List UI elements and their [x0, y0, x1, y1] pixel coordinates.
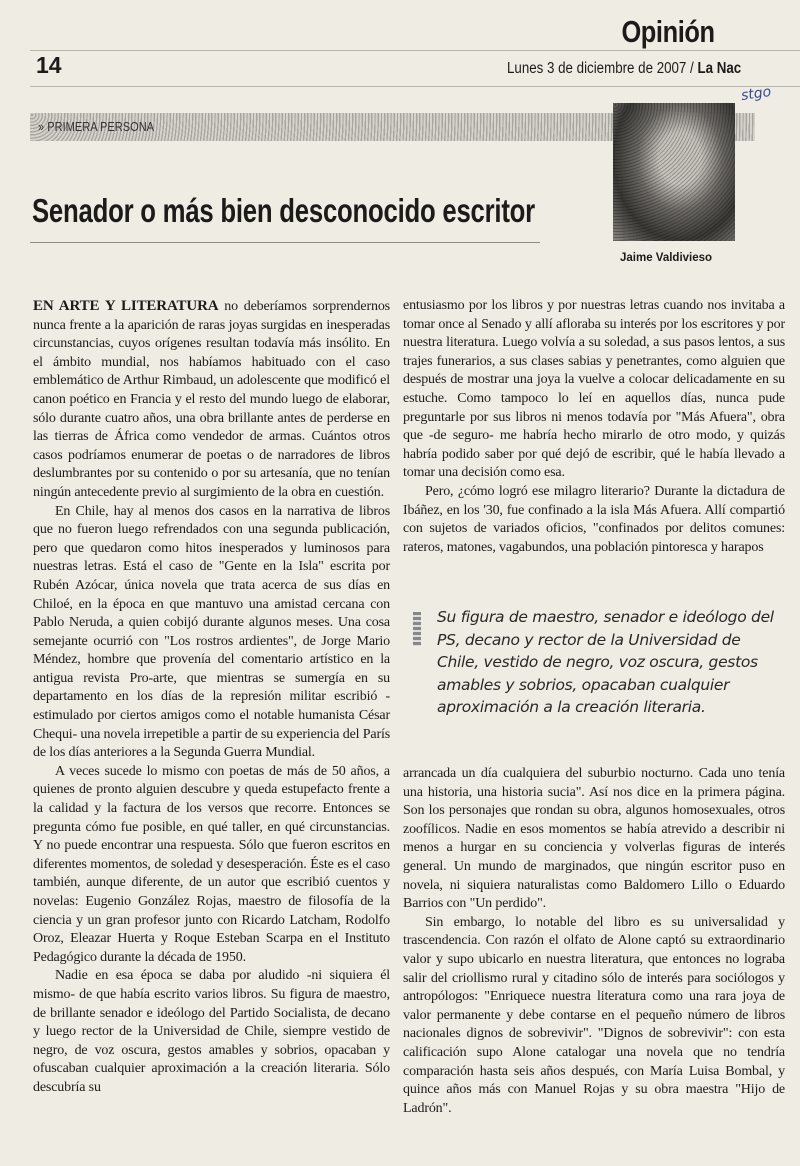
author-photo	[613, 103, 735, 241]
date: Lunes 3 de diciembre de 2007 /	[507, 60, 694, 77]
headline-rule	[30, 242, 540, 243]
pull-quote: Su figura de maestro, senador e ideólogo del PS, decano y rector de la Universidad de Chile, vestido de negro, voz oscura, gestos amables y sobrios, opacaban cualquier aproximación a la creación literaria.	[437, 608, 774, 716]
paragraph: Pero, ¿cómo logró ese milagro literario? Durante la dictadura de Ibáñez, en los '30, fue confinado a la isla Más Afuera. Allí compartió con sujetos de variados oficios, "confinados por delitos comunes: rateros, matones, vagabundos, una población pintoresca y harapos	[403, 483, 785, 555]
paragraph: Nadie en esa época se daba por aludido -ni siquiera él mismo- de que había escrito varios libros. Su figura de maestro, de brillante senador e ideólogo del Partido Socialista, de decano y luego rector de la Universidad de Chile, siempre vestido de negro, de voz oscura, gestos amables y sobrios, opacaban y ofuscaban cualquier aproximación a la creación literaria. Sólo descubría su	[33, 968, 390, 1095]
paragraph: arrancada un día cualquiera del suburbio nocturno. Cada uno tenía una historia, una historia sucia". Así nos dice en la primera página. Son los personajes que rondan su obra, algunos homosexuales, otros zoofílicos. Nadie en esos momentos se había atrevido a describir ni menos a hurgar en su conciencia y volverlas figuras de interés general. Un mundo de marginados, que ningún escritor puso en novela, ni siquiera naturalistas como Baldomero Lillo o Eduardo Barrios con "Un perdido".	[403, 766, 785, 912]
header-bottom-rule	[30, 86, 800, 87]
paragraph	[33, 297, 390, 503]
section-title: Opinión	[621, 14, 715, 49]
kicker: » PRIMERA PERSONA	[38, 119, 155, 134]
header-top-rule	[30, 50, 800, 51]
lead-in: EN ARTE Y LITERATURA	[33, 298, 219, 314]
paragraph: Sin embargo, lo notable del libro es su universalidad y trascendencia. Con razón el olfato de Alone captó su extraordinario valor y supo ubicarlo en nuestra literatura, que entonces no lograba salir del criollismo rural y citadino sólo de interés para sociólogos y antropólogos: "Enriquece nuestra literatura como una rara joya de valor permanente y debe contarse en el pequeño número de libros nacionales dignos de sobrevivir". "Dignos de sobrevivir": con esta calificación supo Alone catalogar una novela que no tendría comparación hasta seis años después, con María Luisa Bombal, y quince años más con Manuel Rojas y su obra maestra "Hijo de Ladrón".	[403, 914, 785, 1116]
paragraph-text: no deberíamos sorprendernos nunca frente a la aparición de raras joyas surgidas en inesperadas circunstancias, cuyos orígenes resultan todavía más insólito. En el ámbito mundial, nos habíamos habituado con el caso emblemático de Arthur Rimbaud, un adolescente que modificó el canon poético en Francia y el resto del mundo luego de elaborar, sólo durante cuatro años, una obra brillante antes de perderse en las tierras de África como vendedor de armas. Cuántos otros casos podríamos enumerar de poetas o de narradores de libros deslumbrantes por su contenido o por su artesanía, que no tenían ningún antecedente previo al surgimiento de la obra en cuestión.	[33, 299, 390, 500]
handwritten-note: stgo	[740, 83, 773, 105]
publication-name: La Nac	[697, 60, 742, 77]
page-number: 14	[36, 52, 62, 78]
dateline	[507, 60, 741, 78]
paragraph: En Chile, hay al menos dos casos en la narrativa de libros que no fueron luego refrendados con una segunda publicación, pero que quedaron como hitos inesperados y luminosos para nuestras letras. Está el caso de "Gente en la Isla" escrita por Rubén Azócar, única novela que trata acerca de sus días en Chiloé, en la época en que mantuvo una amistad cercana con Pablo Neruda, a quien cobijó durante algunos meses. Una cosa semejante ocurrió con "Los rostros ardientes", de Jorge Mario Méndez, hombre que provenía del comentario artístico en la antigua revista Pro-arte, que mientras se sumergía en su departamento en los días de la represión militar escribió -estimulado por ciertos amigos como el notable humanista César Chequi- una novela irrepetible a partir de su experiencia del París de los días anteriores a la Segunda Guerra Mundial.	[33, 503, 390, 761]
article-column-right-top	[403, 297, 785, 557]
paragraph: A veces sucede lo mismo con poetas de más de 50 años, a quienes de pronto alguien descubre y queda estupefacto frente a la calidad y la factura de los versos que recorre. Entonces se pregunta cómo fue posible, en qué taller, en qué circunstancias. Y no puede encontrar una respuesta. Sólo que fueron escritos en diferentes momentos, de soledad y desesperación. Éste es el caso también, aunque diferente, de un autor que escribió cuentos y novelas: Eugenio González Rojas, maestro de filosofía de la ciencia y un gran profesor junto con Ricardo Latcham, Rodolfo Oroz, Eleazar Huerta y Roque Esteban Scarpa en el Instituto Pedagógico durante la década de 1950.	[33, 763, 390, 965]
article-column-right-bottom	[403, 765, 785, 1118]
author-name: Jaime Valdivieso	[620, 252, 713, 264]
article-column-left	[33, 297, 390, 1098]
pull-quote-marker	[413, 612, 421, 646]
paragraph: entusiasmo por los libros y por nuestras letras cuando nos invitaba a tomar once al Senado y allí afloraba su interés por los escritores y por nuestra literatura. Luego volvía a su soledad, a sus pasos lentos, a sus trajes funerarios, a sus clases sabias y penetrantes, como alguien que después de mostrar una joya la vuelve a colocar delicadamente en su estuche. Como tampoco lo leí en aquellos días, nunca pude preguntarle por sus libros ni menos todavía por "Más Afuera", obra que -de seguro- me habría hecho mirarlo de otro modo, y quizás habría podido saber por qué dejó de escribir, qué le había llevado a tomar una decisión como esa.	[403, 298, 785, 481]
headline: Senador o más bien desconocido escritor	[32, 192, 535, 229]
